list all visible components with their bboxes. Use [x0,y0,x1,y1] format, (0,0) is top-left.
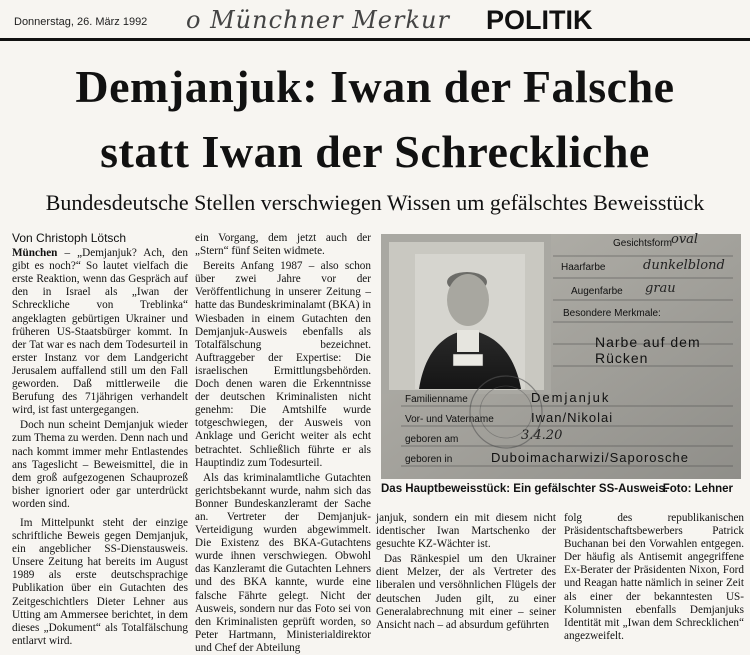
form-value-eyes: grau [645,281,676,296]
form-value-firstname: Iwan/Nikolai [531,410,614,425]
form-value-surname: Demjanjuk [531,390,611,405]
form-label-birthdate: geboren am [405,434,459,445]
paragraph: Bereits Anfang 1987 – also schon über zwei Jahre vor der Veröffentlichung in unserer Zeitung – hatte das Bundeskriminalamt (BKA) in Wiesbaden in einem Gutachten den Demjanjuk-Ausweis ebenfalls als Totalfälschung bezeichnet. Auftraggeber der Expertise: Die israelischen Ermittlungsbehörden. Doch denen waren die Erkenntnisse der deutschen Kriminalisten nicht genehm: Die Amtshilfe wurde totgeschwiegen, der Ausweis von Anklage und Gericht weiter als echt betrachtet. Schließlich führte er als Hauptindiz zum Todesurteil. [195,260,371,469]
form-label-face: Gesichtsform [613,238,672,249]
paragraph: ein Vorgang, dem jetzt auch der „Stern“ fünf Seiten widmete. [195,232,371,258]
photo-caption-row [381,483,741,495]
ss-id-card-photo [381,234,741,479]
paragraph: Das Ränkespiel um den Ukrainer dient Melzer, der als Vertreter des liberalen und versöhnlichen Flügels der deutschen Juden gilt, zu einer Generalabrechnung mit einer – seiner Ansicht nach – ad absurdum geführten [376,553,556,631]
form-label-surname: Familienname [405,394,468,405]
article-column-2 [195,232,371,654]
header-rule [0,38,750,41]
article-column-1 [12,231,188,647]
form-value-hair: dunkelblond [643,258,725,273]
form-label-marks: Besondere Merkmale: [563,308,661,319]
form-label-birthplace: geboren in [405,454,453,465]
article-column-4 [564,512,744,642]
paragraph: janjuk, sondern ein mit diesem nicht identischer Iwan Martschenko der gesuchte KZ-Wächter ist. [376,512,556,551]
paragraph: Als das kriminalamtliche Gutachten gerichtsbekannt wurde, nahm sich das Bonner Bundeskanzleramt der Sache an. Vertreter der Demjanjuk-Verteidigung wurden abgewimmelt. Die Existenz des BKA-Gutachtens wurde ihnen verschwiegen. Obwohl das Kanzleramt die Gutachten Lehners und des BKA kannte, wurde eine falsche Fährte gelegt. Nicht der Ausweis, sondern nur das Foto sei von den Kriminalisten geprüft worden, so Peter Hartmann, Ministerialdirektor und Chef der Abteilung [195,471,371,654]
paragraph: Im Mittelpunkt steht der einzige schriftliche Beweis gegen Demjanjuk, ein angeblicher SS-Dienstausweis. Unsere Zeitung hat bereits im August 1989 als erste deutschsprachige Publikation über ein Gutachten des Zeitgeschichtlers Dieter Lehner aus Utting am Ammersee berichtet, in dem dieses „Dokument“ als Totalfälschung entlarvt wird. [12,516,188,647]
form-value-marks: Narbe auf dem Rücken [595,334,701,366]
paragraph: folg des republikanischen Präsidentschaftsbewerbers Patrick Buchanan bei den Vorwahlen entgegen. Der häufig als Antisemit angegriffene Ex-Berater der Präsidenten Nixon, Ford und Reagan hatte nämlich in seiner Zeit als einer der bekanntesten US-Kolumnisten ebenfalls Demjanjuks Identität mit „Iwan dem Schrecklichen“ angezweifelt. [564,512,744,642]
handwritten-source-note: o Münchner Merkur [186,6,450,34]
dateline: München [12,247,58,260]
article-column-3 [376,512,556,632]
issue-date: Donnerstag, 26. März 1992 [14,16,148,28]
headline-line-1: Demjanjuk: Iwan der Falsche [75,61,675,112]
form-value-birthdate: 3.4.20 [521,428,563,443]
paragraph-text: – „Demjanjuk? Ach, den gibt es noch?“ So lautet vielfach die erste Reaktion, wenn das Gespräch auf den in Israel als „Iwan der Schreckliche von Treblinka“ angeklagten gebürtigen Ukrainer und früheren US-Staatsbürger kommt. In der Tat war es nach dem Todesurteil in erster Instanz vor dem Landgericht Jerusalem auffallend still um den Fall geworden. Daß mittlerweile die Berufung des 71jährigen verhandelt wird, ist fast untergegangen. [12,247,188,417]
form-label-firstname: Vor- und Vatername [405,414,494,425]
byline: Von Christoph Lötsch [12,231,127,245]
section-title: POLITIK [486,5,593,35]
form-value-face: oval [671,232,699,247]
photo-caption: Das Hauptbeweisstück: Ein gefälschter SS-Ausweis. [381,483,668,495]
form-label-hair: Haarfarbe [561,262,606,273]
photo-credit: Foto: Lehner [662,483,733,495]
paragraph: Doch nun scheint Demjanjuk wieder zum Thema zu werden. Denn nach und nach kommt immer mehr Entlastendes ans Tageslicht – Beweismittel, die in dem groß aufgezogenen Schauprozeß bisher ignoriert oder gar unterdrückt worden sind. [12,419,188,510]
subheadline: Bundesdeutsche Stellen verschwiegen Wissen um gefälschtes Beweisstück [45,190,705,215]
paragraph [12,247,188,417]
form-value-birthplace: Duboimacharwizi/Saporosche [491,450,689,465]
headline-line-2: statt Iwan der Schreckliche [100,126,650,177]
form-label-eyes: Augenfarbe [571,286,623,297]
